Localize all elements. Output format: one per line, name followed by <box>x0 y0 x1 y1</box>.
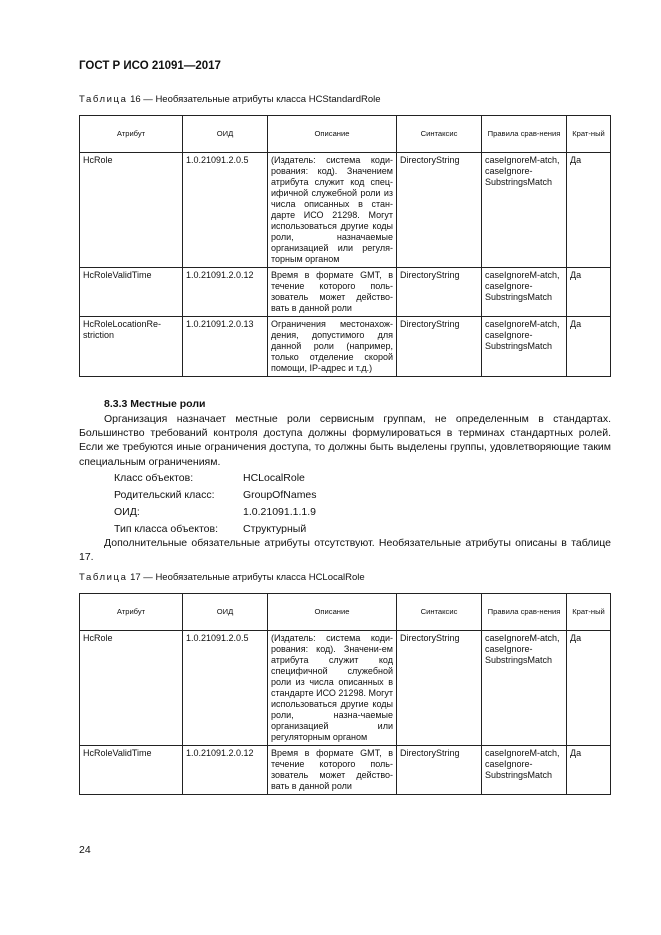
column-header-syntax: Синтаксис <box>397 116 482 153</box>
table-caption-prefix: Таблица <box>79 572 128 583</box>
table-row <box>80 317 611 377</box>
column-header-multiple: Крат-ный <box>567 594 611 631</box>
cell-oid: 1.0.21091.2.0.12 <box>183 746 268 795</box>
column-header-description: Описание <box>268 594 397 631</box>
property-key: Класс объектов: <box>114 472 194 484</box>
cell-matching-rule: caseIgnoreM-atch, caseIgnore-SubstringsMatch <box>482 631 567 746</box>
property-value: HCLocalRole <box>243 472 305 484</box>
cell-oid: 1.0.21091.2.0.12 <box>183 268 268 317</box>
cell-attribute: HcRole <box>80 153 183 268</box>
cell-attribute: HcRole <box>80 631 183 746</box>
cell-multiple: Да <box>567 268 611 317</box>
cell-description: Время в формате GMT, в течение которого поль-зователь может действо-вать в данной роли <box>268 268 397 317</box>
cell-syntax: DirectoryString <box>397 746 482 795</box>
property-row <box>114 470 514 487</box>
column-header-multiple: Крат-ный <box>567 116 611 153</box>
object-class-properties <box>114 470 514 538</box>
cell-oid: 1.0.21091.2.0.13 <box>183 317 268 377</box>
cell-attribute: HcRoleValidTime <box>80 746 183 795</box>
cell-syntax: DirectoryString <box>397 268 482 317</box>
property-value: Структурный <box>243 523 307 535</box>
cell-attribute: HcRoleValidTime <box>80 268 183 317</box>
cell-syntax: DirectoryString <box>397 317 482 377</box>
table-row <box>80 631 611 746</box>
table-16-caption <box>79 94 381 105</box>
cell-description: Время в формате GMT, в течение которого поль-зователь может действо-вать в данной роли <box>268 746 397 795</box>
table-row <box>80 268 611 317</box>
section-title: 8.3.3 Местные роли <box>104 398 206 410</box>
cell-description: Ограничения местонахож-дения, допустимого для данной роли (например, только отделение скорой помощи, IP-адрес и т.д.) <box>268 317 397 377</box>
property-value: 1.0.21091.1.1.9 <box>243 506 316 518</box>
property-key: Родительский класс: <box>114 489 215 501</box>
cell-multiple: Да <box>567 317 611 377</box>
cell-matching-rule: caseIgnoreM-atch, caseIgnore-SubstringsMatch <box>482 746 567 795</box>
table-row <box>80 746 611 795</box>
column-header-syntax: Синтаксис <box>397 594 482 631</box>
paragraph: Организация назначает местные роли сервисным группам, не определенным в стандартах. Большинство требований контроля доступа должны формулироваться в терминах стандартных ролей. Если же требуются иные ограничения доступа, то должны быть выделены группы, удовлетворяющие таким специальным ограничениям. <box>79 413 611 468</box>
cell-syntax: DirectoryString <box>397 631 482 746</box>
column-header-matching-rules: Правила срав-нения <box>482 116 567 153</box>
property-key: ОИД: <box>114 506 140 518</box>
table-caption-text: 17 — Необязательные атрибуты класса HCLocalRole <box>127 572 365 583</box>
column-header-matching-rules: Правила срав-нения <box>482 594 567 631</box>
column-header-attribute: Атрибут <box>80 594 183 631</box>
table-caption-text: 16 — Необязательные атрибуты класса HCStandardRole <box>127 94 381 105</box>
table-17-caption <box>79 572 365 583</box>
document-header: ГОСТ Р ИСО 21091—2017 <box>79 60 221 72</box>
column-header-oid: ОИД <box>183 116 268 153</box>
cell-attribute: HcRoleLocationRe-striction <box>80 317 183 377</box>
property-value: GroupOfNames <box>243 489 317 501</box>
table-16 <box>79 115 611 377</box>
cell-multiple: Да <box>567 746 611 795</box>
page-number: 24 <box>79 844 91 856</box>
cell-oid: 1.0.21091.2.0.5 <box>183 631 268 746</box>
property-row <box>114 487 514 504</box>
table-17 <box>79 593 611 795</box>
cell-description: (Издатель: система коди-рования: код). Значени-ем атрибута служит код специфичной служебной роли из числа описанных в стандарте ИСО 21298. Могут использоваться другие коды роли, назна-чаемые организацией или регуляторным органом <box>268 631 397 746</box>
column-header-attribute: Атрибут <box>80 116 183 153</box>
property-row <box>114 504 514 521</box>
column-header-description: Описание <box>268 116 397 153</box>
property-key: Тип класса объектов: <box>114 523 219 535</box>
cell-description: (Издатель: система коди-рования: код). Значением атрибута служит код спец-ифичной служебной роли из числа описанных в стан-дарте ИСО 21298. Могут использоваться другие коды роли, назначаемые организацией или регуля-торным органом <box>268 153 397 268</box>
cell-multiple: Да <box>567 631 611 746</box>
column-header-oid: ОИД <box>183 594 268 631</box>
cell-oid: 1.0.21091.2.0.5 <box>183 153 268 268</box>
cell-multiple: Да <box>567 153 611 268</box>
cell-matching-rule: caseIgnoreM-atch, caseIgnore-SubstringsMatch <box>482 317 567 377</box>
cell-matching-rule: caseIgnoreM-atch, caseIgnore-SubstringsMatch <box>482 268 567 317</box>
paragraph: Дополнительные обязательные атрибуты отсутствуют. Необязательные атрибуты описаны в таблице 17. <box>79 537 611 564</box>
table-row <box>80 153 611 268</box>
table-caption-prefix: Таблица <box>79 94 128 105</box>
cell-matching-rule: caseIgnoreM-atch, caseIgnore-SubstringsMatch <box>482 153 567 268</box>
cell-syntax: DirectoryString <box>397 153 482 268</box>
